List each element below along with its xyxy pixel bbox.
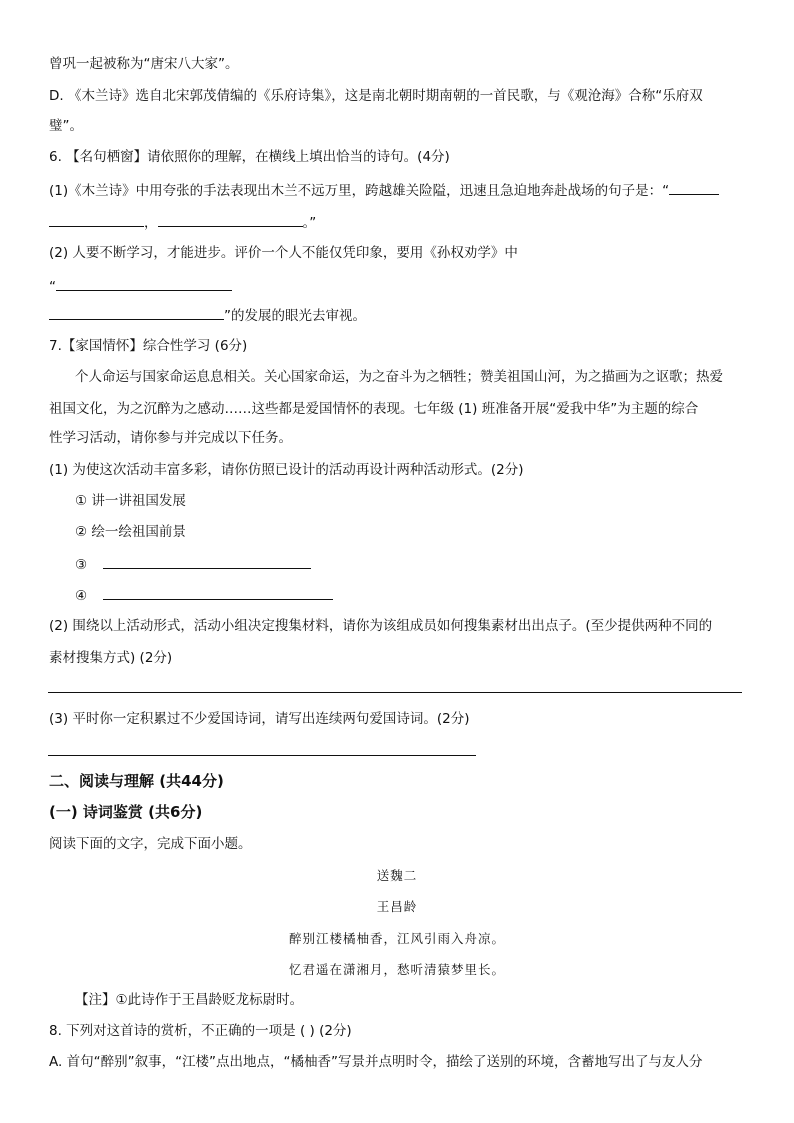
answer-blank[interactable]	[49, 212, 144, 227]
activity-option-3	[75, 554, 311, 575]
closing-quote: 。”	[302, 215, 317, 231]
activity-option-1: ① 讲一讲祖国发展	[75, 493, 186, 509]
question-7-paragraph: 个人命运与国家命运息息相关。关心国家命运，为之奋斗为之牺牲；赞美祖国山河，为之描画为之讴歌；热爱	[75, 369, 723, 385]
question-7-2: 素材搜集方式) (2分)	[49, 650, 173, 666]
answer-line[interactable]	[48, 755, 476, 756]
comma: ，	[144, 215, 158, 231]
question-6-2-tail: ”的发展的眼光去审视。	[224, 308, 366, 324]
activity-option-4	[75, 585, 333, 606]
answer-blank[interactable]	[158, 212, 303, 227]
question-6-title: 6. 【名句栖窗】请依照你的理解，在横线上填出恰当的诗句。(4分)	[49, 149, 450, 165]
option-d-line2: 璧”。	[49, 118, 83, 134]
poem-title: 送魏二	[376, 868, 418, 883]
question-6-1-text: (1)《木兰诗》中用夸张的手法表现出木兰不远万里，跨越雄关险隘，迅速且急迫地奔赴战场的句子是：“	[49, 183, 670, 199]
question-6-2-blank-a	[49, 276, 232, 297]
answer-blank[interactable]	[103, 554, 311, 569]
text-line: 曾巩一起被称为“唐宋八大家”。	[49, 56, 239, 72]
poem-note: 【注】①此诗作于王昌龄贬龙标尉时。	[75, 992, 304, 1008]
question-6-1-blanks	[49, 212, 316, 233]
poem-line: 忆君遥在潇湘月，愁听清猿梦里长。	[288, 962, 505, 977]
question-7-paragraph: 性学习活动，请你参与并完成以下任务。	[49, 430, 292, 446]
section-2-1-heading: (一) 诗词鉴赏 (共6分)	[49, 803, 203, 821]
answer-blank[interactable]	[103, 585, 333, 600]
option-d-line1: D. 《木兰诗》选自北宋郭茂倩编的《乐府诗集》，这是南北朝时期南朝的一首民歌，与《观沧海》合称“乐府双	[49, 88, 703, 104]
option-marker: ③	[75, 557, 88, 573]
answer-blank[interactable]	[669, 180, 719, 195]
answer-blank[interactable]	[56, 276, 232, 291]
question-7-3: (3) 平时你一定积累过不少爱国诗词，请写出连续两句爱国诗词。(2分)	[49, 711, 470, 727]
open-quote: “	[49, 279, 56, 295]
question-7-title: 7.【家国情怀】综合性学习 (6分)	[49, 338, 248, 354]
section-2-heading: 二、阅读与理解 (共44分)	[49, 772, 224, 790]
reading-instruction: 阅读下面的文字，完成下面小题。	[49, 836, 252, 852]
poem-author: 王昌龄	[376, 899, 418, 914]
question-6-2: (2) 人要不断学习，才能进步。评价一个人不能仅凭印象，要用《孙权劝学》中	[49, 245, 518, 261]
question-8: 8. 下列对这首诗的赏析，不正确的一项是 ( ) (2分)	[49, 1023, 352, 1039]
answer-line[interactable]	[48, 692, 742, 693]
question-7-2: (2) 围绕以上活动形式，活动小组决定搜集材料，请你为该组成员如何搜集素材出出点子。(至少提供两种不同的	[49, 618, 713, 634]
answer-blank[interactable]	[49, 305, 224, 320]
question-7-1: (1) 为使这次活动丰富多彩，请你仿照已设计的活动再设计两种活动形式。(2分)	[49, 462, 524, 478]
question-8-option-a: A. 首句“醉别”叙事，“江楼”点出地点，“橘柚香”写景并点明时令，描绘了送别的环境，含蓄地写出了与友人分	[49, 1054, 703, 1070]
question-6-1	[49, 180, 719, 201]
question-6-2-blank-b	[49, 305, 366, 326]
poem-line: 醉别江楼橘柚香，江风引雨入舟凉。	[288, 931, 505, 946]
option-marker: ④	[75, 588, 88, 604]
activity-option-2: ② 绘一绘祖国前景	[75, 524, 186, 540]
question-7-paragraph: 祖国文化，为之沉醉为之感动……这些都是爱国情怀的表现。七年级 (1) 班准备开展“爱我中华”为主题的综合	[49, 401, 699, 417]
